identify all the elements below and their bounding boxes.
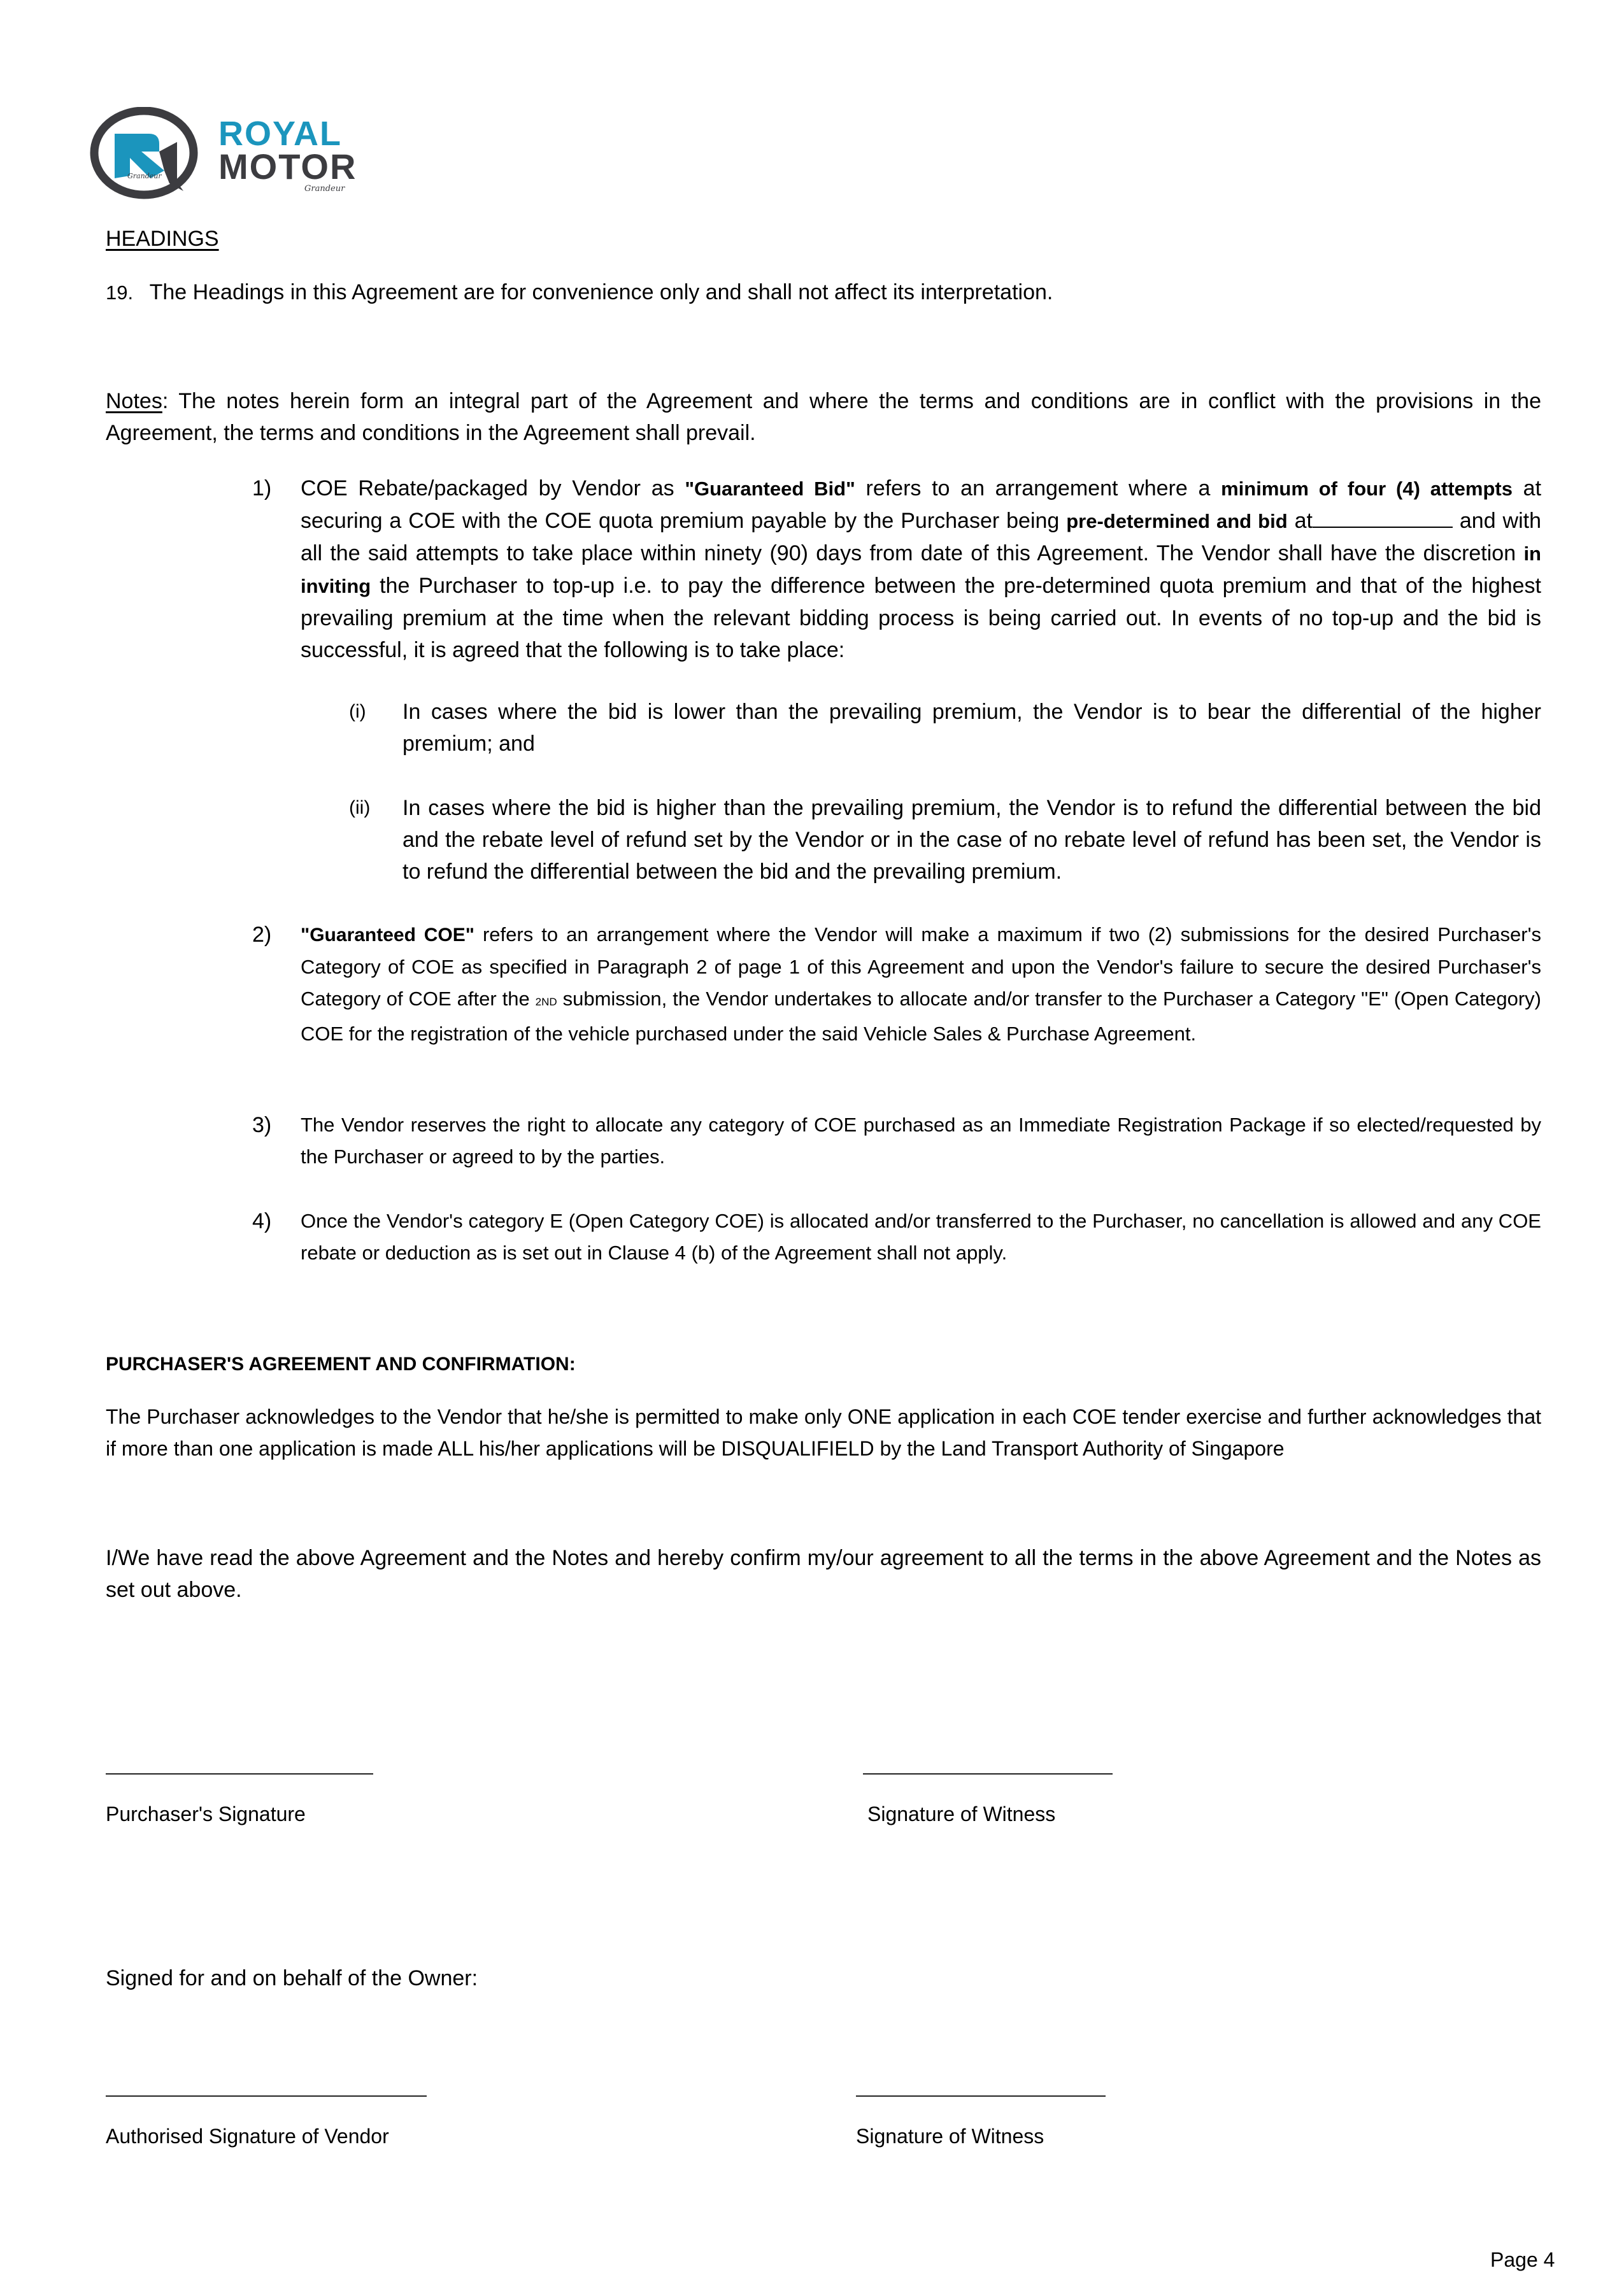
witness1-signature-label: Signature of Witness: [867, 1803, 1056, 1825]
witness1-signature-line[interactable]: [863, 1773, 1113, 1775]
term-guaranteed-coe: "Guaranteed COE": [301, 925, 474, 946]
note-number: 2): [252, 923, 272, 947]
note-number: 1): [252, 476, 272, 500]
note-item-1: 1) COE Rebate/packaged by Vendor as "Guaranteed Bid" refers to an arrangement where a minimum of four (4) attempts at securing a COE with the COE quota premium payable by the Purchaser being pre-determined and bid at and with all the said attempts to take place within ninety (90) days from date of this Agreement. The Vendor shall have the discretion in inviting the Purchaser to top-up i.e. to pay the difference between the pre-determined quota premium and that of the highest prevailing premium at the time when the relevant bidding process is being carried out. In events of no top-up and the bid is successful, it is agreed that the following is to take place:: [252, 472, 1541, 666]
page-number: Page 4: [1490, 2248, 1555, 2271]
purchaser-signature-line[interactable]: [106, 1773, 373, 1775]
clause-number: 19.: [106, 281, 134, 304]
sub-item-number: (i): [349, 701, 366, 722]
owner-caption: Signed for and on behalf of the Owner:: [106, 1966, 478, 1990]
company-logo: [88, 107, 362, 202]
witness2-signature-line[interactable]: [856, 2095, 1106, 2097]
term-guaranteed-bid: "Guaranteed Bid": [685, 478, 855, 500]
clause-text: The Headings in this Agreement are for convenience only and shall not affect its interpretation.: [149, 280, 1053, 304]
vendor-signature-label: Authorised Signature of Vendor: [106, 2125, 389, 2148]
brand-tagline: Grandeur: [304, 184, 345, 194]
notes-intro-text: : The notes herein form an integral part of the Agreement and where the terms and conditions are in conflict with the provisions in the Agreement, the terms and conditions in the Agreement shall prevail.: [106, 389, 1541, 445]
note-item-4: [252, 1205, 1541, 1269]
rm-monogram-icon: [88, 107, 209, 202]
note-text: The Vendor reserves the right to allocate any category of COE purchased as an Immediate Registration Package if so elected/requested by the Purchaser or agreed to by the parties.: [301, 1114, 1541, 1168]
notes-label: Notes: [106, 389, 162, 413]
acknowledgement-text: The Purchaser acknowledges to the Vendor that he/she is permitted to make only ONE application in each COE tender exercise and further acknowledges that if more than one application is made ALL his/her applications will be DISQUALIFIELD by the Land Transport Authority of Singapore: [106, 1405, 1541, 1460]
section-title-headings: HEADINGS: [106, 227, 219, 251]
note-item-3: [252, 1109, 1541, 1173]
confirmation-title: PURCHASER'S AGREEMENT AND CONFIRMATION:: [106, 1354, 576, 1375]
confirmation-statement: I/We have read the above Agreement and the Notes and hereby confirm my/our agreement to all the terms in the above Agreement and the Notes as set out above.: [106, 1546, 1541, 1602]
witness2-signature-label: Signature of Witness: [856, 2125, 1044, 2148]
note-item-2: 2) "Guaranteed COE" refers to an arrangement where the Vendor will make a maximum if two (2) submissions for the desired Purchaser's Category of COE as specified in Paragraph 2 of page 1 of this Agreement and upon the Vendor's failure to secure the desired Purchaser's Category of COE after the 2ND submission, the Vendor undertakes to allocate and/or transfer to the Purchaser a Category "E" (Open Category) COE for the registration of the vehicle purchased under the said Vehicle Sales & Purchase Agreement.: [252, 919, 1541, 1050]
vendor-signature-line[interactable]: [106, 2095, 427, 2097]
sub-item-ii: [349, 792, 1541, 888]
note-number: 4): [252, 1209, 272, 1233]
note-text: Once the Vendor's category E (Open Category COE) is allocated and/or transferred to the Purchaser, no cancellation is allowed and any COE rebate or deduction as is set out in Clause 4 (b) of the Agreement shall not apply.: [301, 1210, 1541, 1264]
sub-item-text: In cases where the bid is higher than the prevailing premium, the Vendor is to refund the differential between the bid and the rebate level of refund set by the Vendor or in the case of no rebate level of refund has been set, the Vendor is to refund the differential between the bid and the prevailing premium.: [402, 796, 1541, 884]
note-number: 3): [252, 1113, 272, 1137]
svg-text:Grandeur: Grandeur: [127, 172, 162, 180]
brand-name-motor: MOTOR: [218, 146, 357, 187]
clause-19: [106, 276, 1541, 309]
sub-item-i: [349, 696, 1541, 760]
sub-item-text: In cases where the bid is lower than the prevailing premium, the Vendor is to bear the differential of the higher premium; and: [402, 700, 1541, 756]
brand-name-royal: ROYAL: [218, 115, 343, 153]
notes-intro: [106, 385, 1541, 449]
bid-amount-blank-field[interactable]: [1313, 507, 1453, 528]
sub-item-number: (ii): [349, 797, 371, 818]
purchaser-signature-label: Purchaser's Signature: [106, 1803, 306, 1825]
